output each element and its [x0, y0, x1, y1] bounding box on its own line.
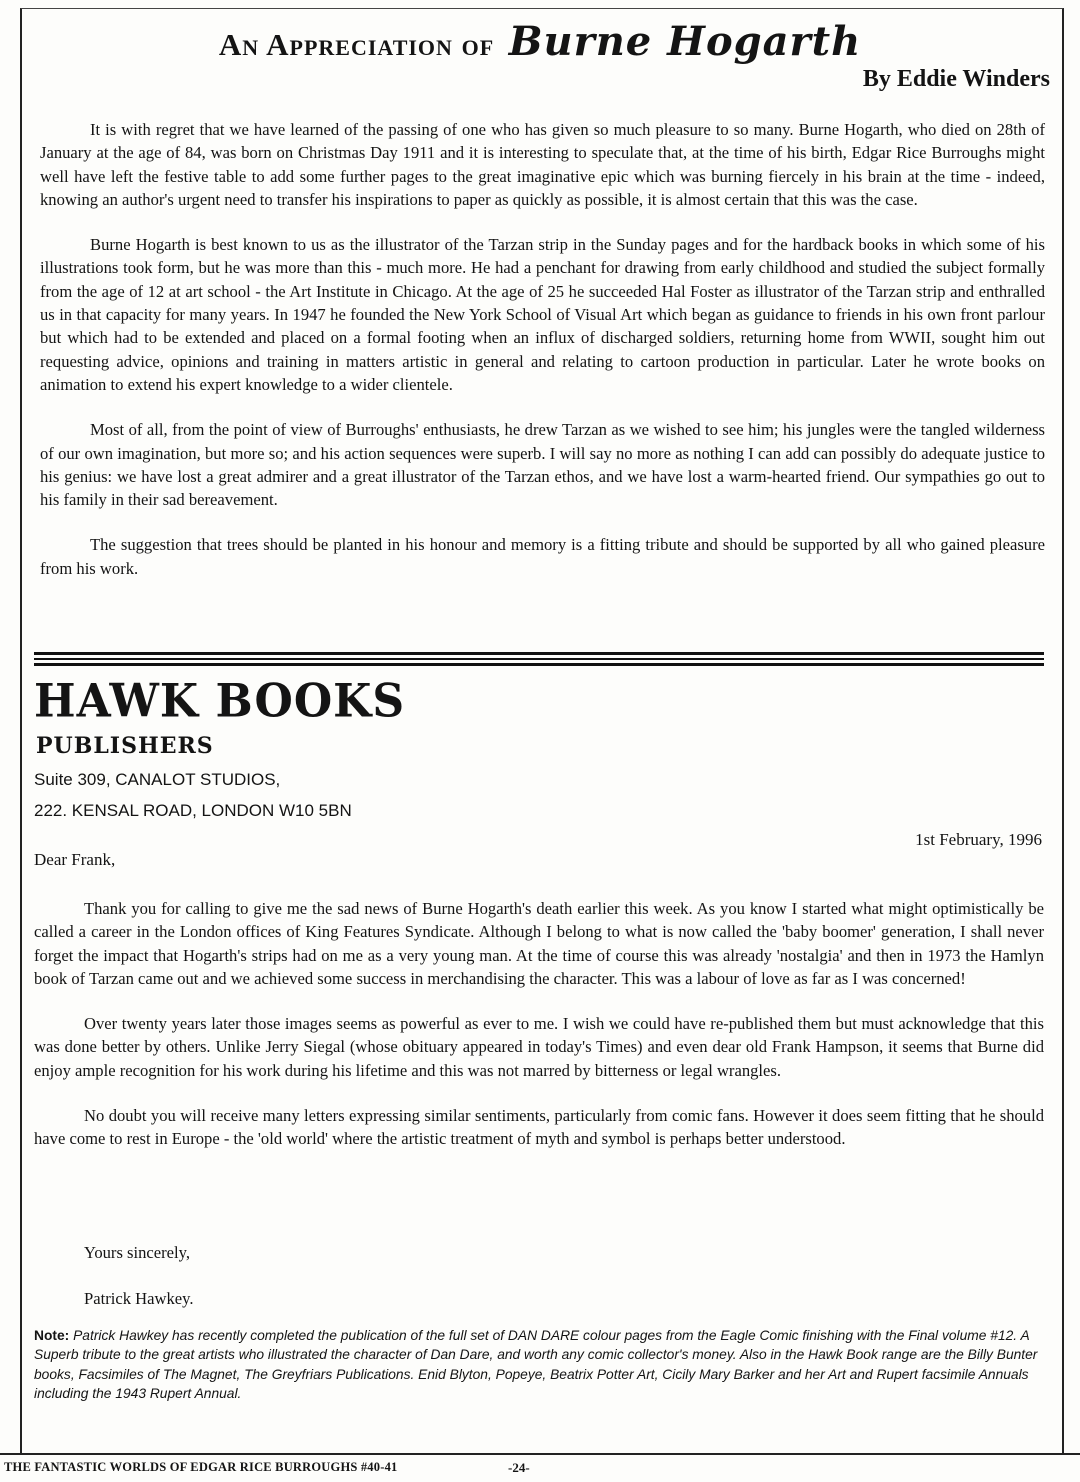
letter-body: [34, 897, 1044, 1173]
section-divider-middle: [34, 658, 1044, 660]
page-number: -24-: [508, 1460, 530, 1475]
section-divider-bottom: [34, 663, 1044, 666]
article-paragraph: Most of all, from the point of view of Burroughs' enthusiasts, he drew Tarzan as we wished to see him; his jungles were the tangled wilderness of our own imagination, but more so; and his action sequences were superb. I will say no more as nothing I can add can possibly do adequate justice to his genius: we have lost a great admirer and a great illustrator of the Tarzan ethos, and we have lost a warm-hearted friend. Our sympathies go out to his family in their sad bereavement.: [40, 420, 1045, 510]
note-text: Patrick Hawkey has recently completed the publication of the full set of DAN DARE colour pages from the Eagle Comic finishing with the Final volume #12. A Superb tribute to the great artists who illustrated the character of Dan Dare, and worth any comic collector's money. Also in the Hawk Book range are the Billy Bunter books, Facsimiles of The Magnet, The Greyfriars Publications. Enid Blyton, Popeye, Beatrix Potter Art, Cicily Mary Barker and her Art and Rupert facsimile Annuals including the 1943 Rupert Annual.: [34, 1328, 1038, 1401]
letter-paragraph: No doubt you will receive many letters expressing similar sentiments, particularly from comic fans. However it does seem fitting that he should have come to rest in Europe - the 'old world' where the artistic treatment of myth and symbol is perhaps better understood.: [34, 1106, 1044, 1149]
letterhead-address-line1: Suite 309, CANALOT STUDIOS,: [34, 770, 281, 789]
article-body: [40, 118, 1045, 602]
title-name: Burne Hogarth: [508, 18, 862, 65]
footer-publication: THE FANTASTIC WORLDS OF EDGAR RICE BURROUGHS #40-41: [4, 1460, 398, 1474]
article-paragraph: The suggestion that trees should be planted in his honour and memory is a fitting tribute and should be supported by all who gained pleasure from his work.: [40, 535, 1045, 578]
letter-date: 1st February, 1996: [915, 830, 1042, 849]
article-title: [0, 18, 1080, 65]
letter-signature: Patrick Hawkey.: [84, 1289, 194, 1308]
note-label: Note:: [34, 1328, 70, 1343]
article-paragraph: It is with regret that we have learned of the passing of one who has given so much pleasure to so many. Burne Hogarth, who died on 28th of January at the age of 84, was born on Christmas Day 1911 and it is interesting to speculate that, at the time of his birth, Edgar Rice Burroughs might well have left the festive table to add some further pages to the great imaginative epic which was burning fiercely in his brain at the time - indeed, knowing an author's urgent need to transfer his inspirations to paper as quickly as possible, it is almost certain that this was the case.: [40, 120, 1045, 209]
letter-paragraph: Over twenty years later those images seems as powerful as ever to me. I wish we could have re-published them but must acknowledge that this was done better by others. Unlike Jerry Siegal (whose obituary appeared in today's Times) and even dear old Frank Hampson, it seems that Burne did enjoy ample recognition for his work during his lifetime and this was not marred by bitterness or legal wrangles.: [34, 1014, 1044, 1080]
letter-salutation: Dear Frank,: [34, 850, 116, 869]
letterhead-address-line2: 222. KENSAL ROAD, LONDON W10 5BN: [34, 801, 352, 820]
title-prefix: An Appreciation of: [218, 27, 495, 62]
footer-rule: [0, 1453, 1080, 1455]
letterhead-company: HAWK BOOKS: [34, 674, 406, 729]
byline: By Eddie Winders: [862, 66, 1050, 92]
section-divider-top: [34, 652, 1044, 655]
article-paragraph: Burne Hogarth is best known to us as the illustrator of the Tarzan strip in the Sunday pages and for the hardback books in which some of his illustrations took form, but he was more than this - much more. He had a penchant for drawing from early childhood and studied the subject formally from the age of 12 at art school - the Art Institute in Chicago. At the age of 25 he succeeded Hal Foster as illustrator of the Tarzan strip and enthralled us in that capacity for many years. In 1947 he founded the New York School of Visual Art which began as guidance to friends in his own front parlour but which had to be extended and placed on a formal footing when an influx of discharged soldiers, returning home from WWII, sought him out requesting advice, opinions and training in matters artistic in general and relating to cartoon production in particular. Later he wrote books on animation to extend his expert knowledge to a wider clientele.: [40, 235, 1045, 394]
letterhead-subtitle: PUBLISHERS: [36, 733, 214, 759]
letter-paragraph: Thank you for calling to give me the sad news of Burne Hogarth's death earlier this week. As you know I started what might optimistically be called a career in the London offices of King Features Syndicate. Although I belong to what is now called the 'baby boomer' generation, I shall never forget the impact that Hogarth's strips had on me as a very young man. At the time of course this was already 'nostalgia' and then in 1973 the Hamlyn book of Tarzan came out and we achieved some success in merchandising the character. This was a labour of love as far as I was concerned!: [34, 899, 1044, 988]
editor-note: [34, 1326, 1044, 1403]
letter-closing: Yours sincerely,: [84, 1243, 191, 1262]
